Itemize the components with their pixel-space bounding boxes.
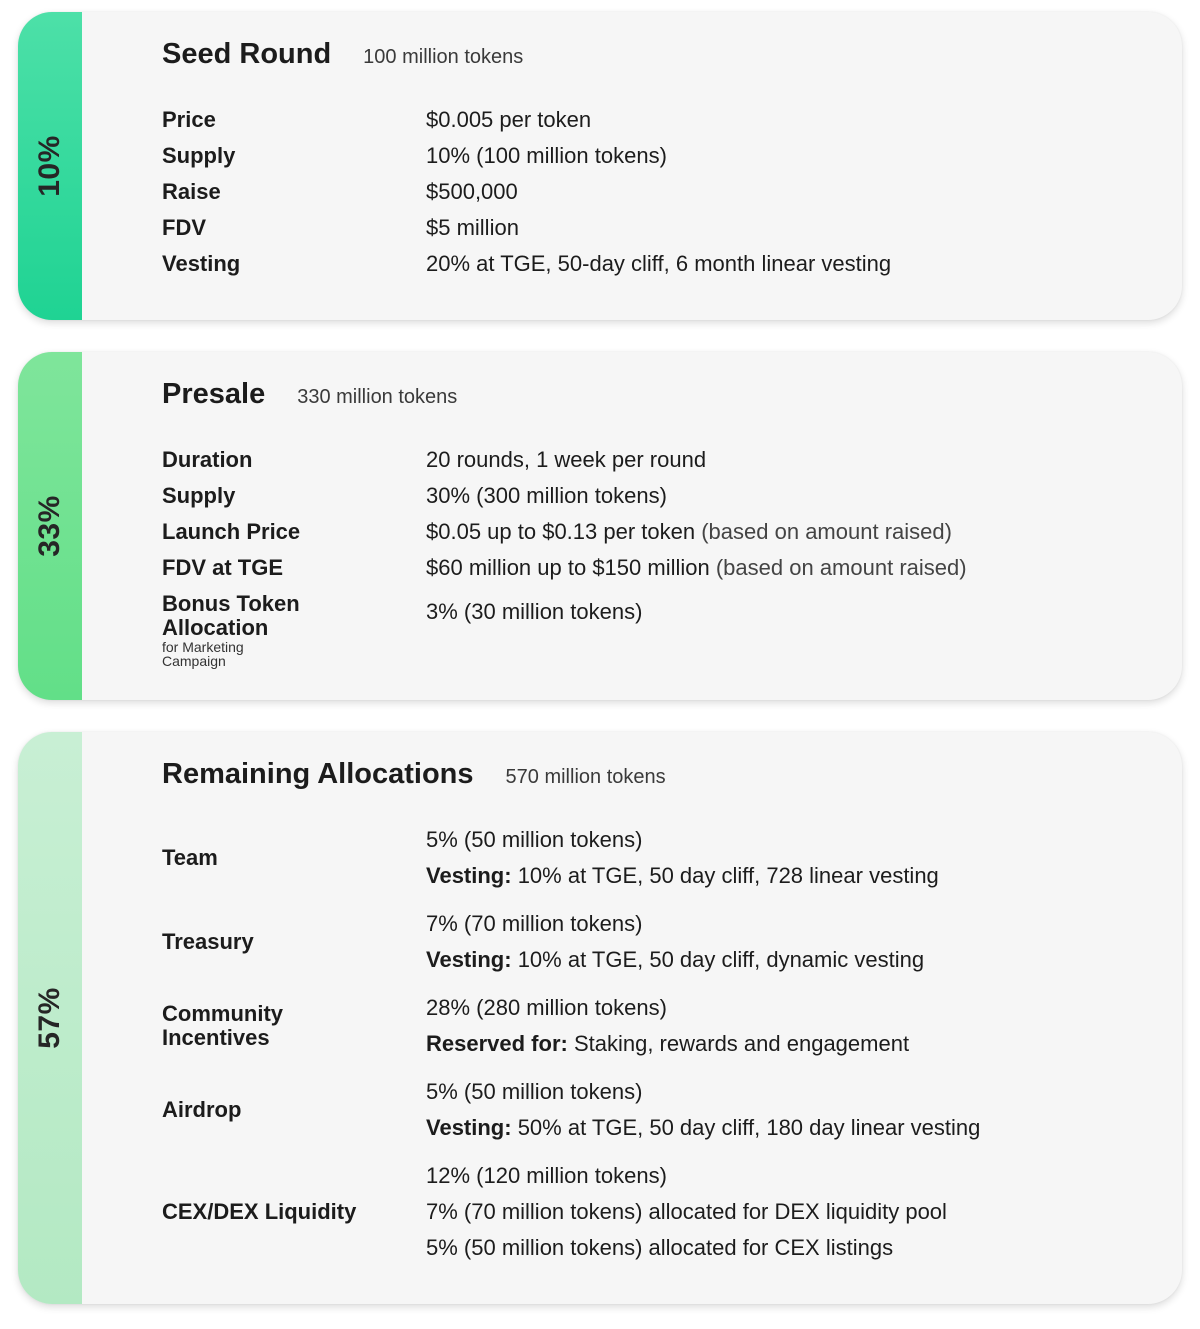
presale-title: Presale [162, 378, 266, 410]
treasury-line1: 7% (70 million tokens) [426, 911, 643, 936]
presale-launch-price-value [426, 514, 952, 550]
remaining-percent-band [18, 732, 82, 1304]
presale-bonus-label [162, 592, 300, 668]
presale-bonus-label-line1: Bonus Token [162, 591, 300, 616]
remaining-title: Remaining Allocations [162, 758, 474, 790]
presale-duration-label: Duration [162, 447, 253, 472]
remaining-row-community [162, 990, 1162, 1074]
seed-row-price [162, 102, 1162, 138]
treasury-label: Treasury [162, 929, 254, 954]
remaining-row-liquidity [162, 1158, 1162, 1266]
seed-fdv-value: $5 million [426, 215, 519, 240]
presale-supply-value: 30% (300 million tokens) [426, 483, 667, 508]
presale-row-launch-price [162, 514, 1162, 550]
airdrop-label: Airdrop [162, 1097, 242, 1122]
presale-fdv-note: (based on amount raised) [715, 555, 967, 580]
seed-percent: 10% [32, 135, 66, 197]
liquidity-line1: 12% (120 million tokens) [426, 1163, 667, 1188]
remaining-percent: 57% [32, 987, 66, 1049]
treasury-key: Vesting: [426, 947, 512, 972]
seed-subtitle: 100 million tokens [363, 46, 524, 68]
presale-fdv-label: FDV at TGE [162, 555, 284, 580]
seed-supply-label: Supply [162, 143, 236, 168]
community-line2 [426, 1026, 909, 1062]
treasury-line2 [426, 942, 924, 978]
liquidity-label: CEX/DEX Liquidity [162, 1199, 357, 1224]
seed-price-value: $0.005 per token [426, 107, 592, 132]
seed-title: Seed Round [162, 38, 332, 70]
presale-card [18, 352, 1182, 700]
community-reserved: Staking, rewards and engagement [567, 1031, 910, 1056]
remaining-subtitle: 570 million tokens [505, 766, 666, 788]
presale-fdv-main: $60 million up to $150 million [426, 555, 710, 580]
presale-launch-price-label: Launch Price [162, 519, 301, 544]
presale-bonus-label-line2: Allocation [162, 615, 269, 640]
treasury-vesting: 10% at TGE, 50 day cliff, dynamic vesting [511, 947, 925, 972]
seed-row-vesting [162, 246, 1162, 282]
presale-row-duration [162, 442, 1162, 478]
remaining-header [162, 758, 666, 791]
team-line1: 5% (50 million tokens) [426, 827, 643, 852]
community-label [162, 1002, 283, 1050]
presale-percent: 33% [32, 495, 66, 557]
community-label-line1: Community [162, 1001, 283, 1026]
liquidity-line3: 5% (50 million tokens) allocated for CEX listings [426, 1235, 894, 1260]
presale-launch-price-note: (based on amount raised) [701, 519, 952, 544]
presale-header [162, 378, 457, 411]
remaining-row-team [162, 822, 1162, 906]
seed-raise-label: Raise [162, 179, 221, 204]
community-label-line2: Incentives [162, 1025, 270, 1050]
team-line2 [426, 858, 939, 894]
liquidity-line2: 7% (70 million tokens) allocated for DEX liquidity pool [426, 1199, 947, 1224]
presale-supply-label: Supply [162, 483, 236, 508]
seed-percent-band [18, 12, 82, 320]
airdrop-key: Vesting: [426, 1115, 512, 1140]
presale-bonus-sublabel-line1: for Marketing [162, 639, 244, 655]
presale-bonus-sublabel-line2: Campaign [162, 653, 226, 669]
remaining-row-airdrop [162, 1074, 1162, 1158]
seed-supply-value: 10% (100 million tokens) [426, 143, 667, 168]
presale-bonus-value: 3% (30 million tokens) [426, 599, 643, 624]
presale-fdv-value [426, 550, 967, 586]
remaining-allocations-card [18, 732, 1182, 1304]
seed-row-supply [162, 138, 1162, 174]
seed-row-raise [162, 174, 1162, 210]
community-line1: 28% (280 million tokens) [426, 995, 667, 1020]
airdrop-line1: 5% (50 million tokens) [426, 1079, 643, 1104]
seed-header [162, 38, 523, 71]
remaining-row-treasury [162, 906, 1162, 990]
community-key: Reserved for: [426, 1031, 568, 1056]
seed-price-label: Price [162, 107, 216, 132]
presale-subtitle: 330 million tokens [297, 386, 458, 408]
seed-row-fdv [162, 210, 1162, 246]
presale-launch-price-main: $0.05 up to $0.13 per token [426, 519, 696, 544]
seed-round-card [18, 12, 1182, 320]
seed-vesting-value: 20% at TGE, 50-day cliff, 6 month linear vesting [426, 251, 892, 276]
team-key: Vesting: [426, 863, 512, 888]
presale-row-supply [162, 478, 1162, 514]
seed-fdv-label: FDV [162, 215, 206, 240]
presale-row-bonus [162, 586, 1162, 669]
team-label: Team [162, 845, 218, 870]
team-vesting: 10% at TGE, 50 day cliff, 728 linear vesting [511, 863, 939, 888]
seed-vesting-label: Vesting [162, 251, 241, 276]
presale-row-fdv [162, 550, 1162, 586]
presale-percent-band [18, 352, 82, 700]
presale-duration-value: 20 rounds, 1 week per round [426, 447, 707, 472]
seed-raise-value: $500,000 [426, 179, 518, 204]
airdrop-line2 [426, 1110, 980, 1146]
airdrop-vesting: 50% at TGE, 50 day cliff, 180 day linear vesting [511, 1115, 981, 1140]
